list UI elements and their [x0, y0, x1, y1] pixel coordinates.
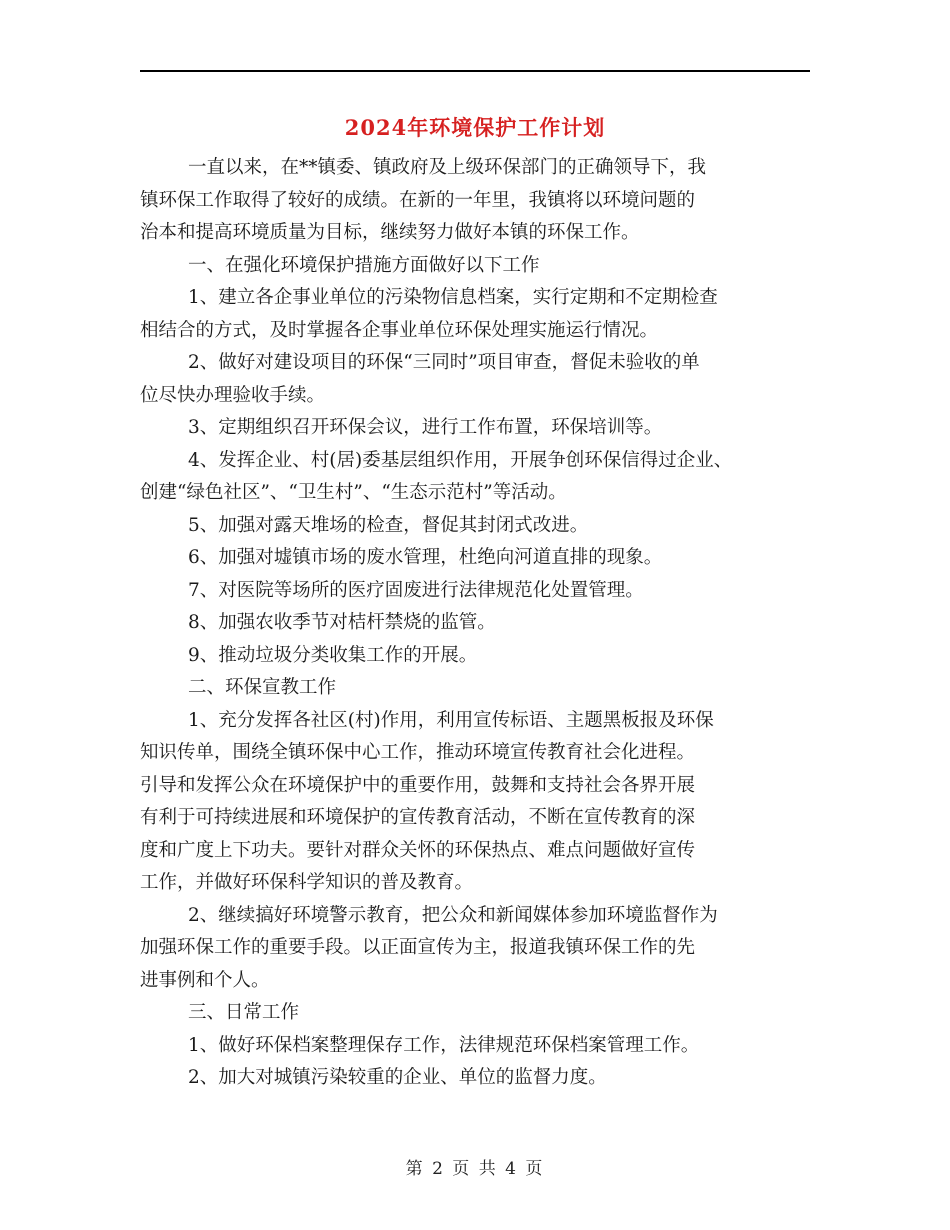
- body-line: 加强环保工作的重要手段。以正面宣传为主，报道我镇环保工作的先: [140, 937, 696, 958]
- body-line: 治本和提高环境质量为目标，继续努力做好本镇的环保工作。: [140, 222, 640, 243]
- body-line: 6、加强对墟镇市场的废水管理，杜绝向河道直排的现象。: [188, 547, 663, 568]
- page-number-footer: 第 2 页 共 4 页: [405, 1159, 545, 1179]
- document-body: [140, 152, 810, 1095]
- body-line: 一、在强化环境保护措施方面做好以下工作: [188, 254, 540, 276]
- body-line: 工作，并做好环保科学知识的普及教育。: [140, 872, 474, 893]
- document-title: 2024年环境保护工作计划: [344, 115, 606, 140]
- body-line: 2、加大对城镇污染较重的企业、单位的监督力度。: [188, 1067, 607, 1088]
- body-line: 7、对医院等场所的医疗固废进行法律规范化处置管理。: [188, 579, 644, 601]
- body-line: 三、日常工作: [188, 1002, 300, 1023]
- body-line: 进事例和个人。: [140, 969, 270, 991]
- body-line: 3、定期组织召开环保会议，进行工作布置，环保培训等。: [188, 417, 663, 438]
- body-line: 1、充分发挥各社区(村)作用，利用宣传标语、主题黑板报及环保: [188, 709, 714, 731]
- body-line: 度和广度上下功夫。要针对群众关怀的环保热点、难点问题做好宣传: [140, 839, 696, 861]
- body-line: 1、建立各企事业单位的污染物信息档案，实行定期和不定期检查: [188, 287, 718, 308]
- body-line: 二、环保宣教工作: [188, 677, 337, 698]
- body-line: 8、加强农收季节对桔杆禁烧的监管。: [188, 612, 496, 633]
- body-line: 有利于可持续进展和环境保护的宣传教育活动，不断在宣传教育的深: [140, 807, 696, 828]
- body-line: 引导和发挥公众在环境保护中的重要作用，鼓舞和支持社会各界开展: [140, 774, 696, 796]
- body-line: 9、推动垃圾分类收集工作的开展。: [188, 644, 478, 666]
- header-rule: [140, 70, 810, 72]
- body-line: 位尽快办理验收手续。: [140, 384, 326, 406]
- body-line: 知识传单，围绕全镇环保中心工作，推动环境宣传教育社会化进程。: [140, 742, 696, 763]
- body-line: 2、做好对建设项目的环保“三同时”项目审查，督促未验收的单: [188, 352, 700, 373]
- body-line: 相结合的方式，及时掌握各企事业单位环保处理实施运行情况。: [140, 319, 659, 341]
- body-line: 4、发挥企业、村(居)委基层组织作用，开展争创环保信得过企业、: [188, 449, 733, 471]
- body-line: 镇环保工作取得了较好的成绩。在新的一年里，我镇将以环境问题的: [140, 189, 696, 211]
- body-line: 1、做好环保档案整理保存工作，法律规范环保档案管理工作。: [188, 1034, 700, 1056]
- body-line: 一直以来，在**镇委、镇政府及上级环保部门的正确领导下，我: [188, 157, 707, 178]
- body-line: 创建“绿色社区”、“卫生村”、“生态示范村”等活动。: [140, 482, 567, 503]
- body-line: 2、继续搞好环境警示教育，把公众和新闻媒体参加环境监督作为: [188, 904, 718, 926]
- body-line: 5、加强对露天堆场的检查，督促其封闭式改进。: [188, 514, 589, 536]
